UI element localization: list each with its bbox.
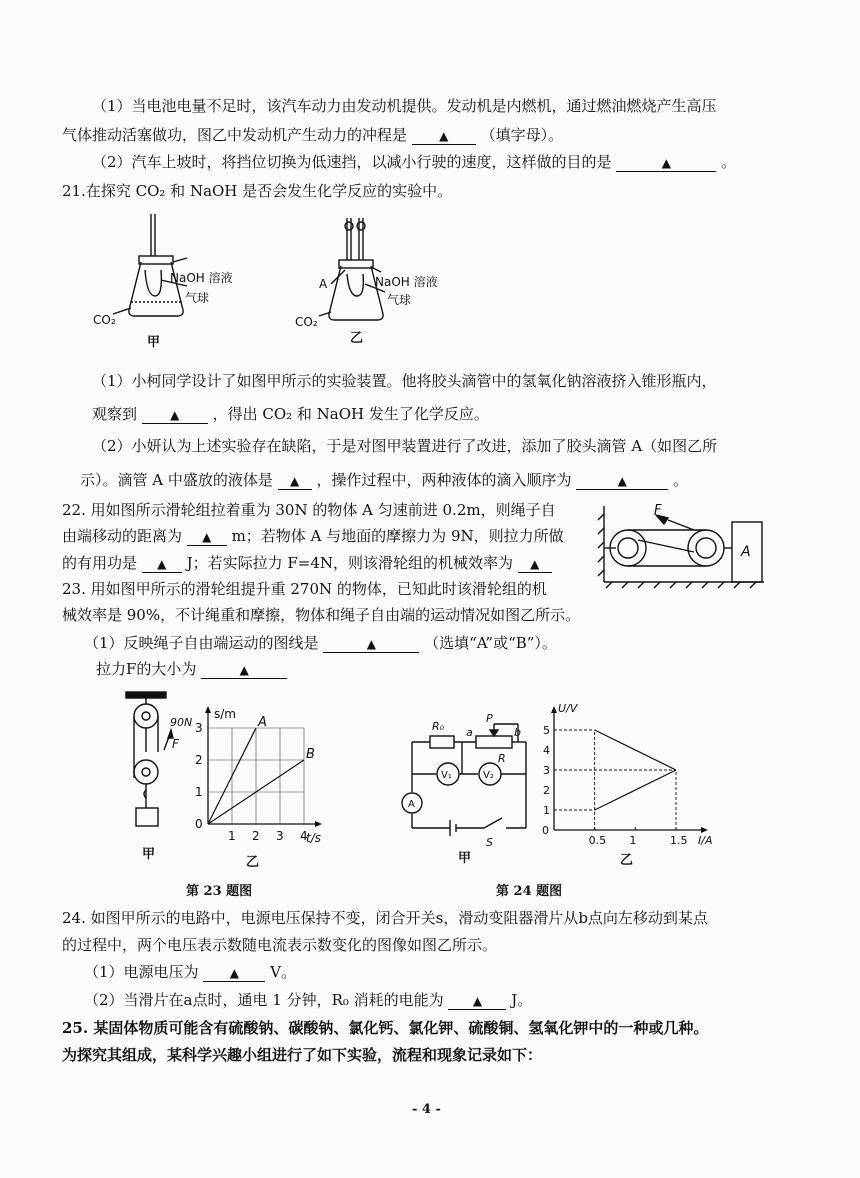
q24-p2-text-a: （2）当滑片在a点时，通电 1 分钟，R₀ 消耗的电能为 <box>84 991 444 1009</box>
circuit-r0-label: R₀ <box>432 720 445 733</box>
q21-p2-text-a: 示）。滴管 A 中盛放的液体是 <box>80 471 273 489</box>
circuit-ammeter-label: A <box>408 799 415 810</box>
q23-p2-text-a: 拉力F的大小为 <box>96 660 197 678</box>
flask-yi-a-label: A <box>319 277 328 291</box>
q20-p1-text-a: 气体推动活塞做功，图乙中发动机产生动力的冲程是 <box>62 126 408 144</box>
flask-yi-co2-label: CO₂ <box>295 315 318 329</box>
q23-figure-caption: 第 23 题图 <box>186 884 253 899</box>
q24-cap-yi: 乙 <box>620 853 634 868</box>
ui-y-tick-label: 5 <box>543 724 550 737</box>
q21-stem: 21.在探究 CO₂ 和 NaOH 是否会发生化学反应的实验中。 <box>62 182 453 200</box>
q21-p1-line2 <box>92 404 489 424</box>
flask-jia <box>113 214 187 316</box>
q22-line3 <box>62 553 552 573</box>
page-number: - 4 - <box>412 1102 441 1117</box>
q22-f-label: F <box>654 503 662 518</box>
ui-y-tick-label: 3 <box>543 764 550 777</box>
circuit-v1-label: V₁ <box>441 770 452 781</box>
q21-p1-text-a: 观察到 <box>92 405 138 423</box>
q23-cap-yi: 乙 <box>246 855 260 870</box>
q21-p1-answer-blank: ▲ <box>142 408 208 424</box>
q23-line1: 23. 用如图甲所示的滑轮组提升重 270N 的物体，已知此时该滑轮组的机 <box>62 580 547 598</box>
flask-yi-caption: 乙 <box>350 331 364 346</box>
st-y-tick-label: 2 <box>195 753 203 767</box>
st-x-arrow <box>315 821 322 827</box>
q23-p1-answer-blank: ▲ <box>323 637 419 653</box>
ui-y-tick-label: 4 <box>543 744 550 757</box>
q22-text-a: 由端移动的距离为 <box>62 527 183 545</box>
q22-pulley-diagram <box>598 500 768 590</box>
circuit-b-label: b <box>514 726 521 739</box>
ui-x-axis-label: I/A <box>698 834 713 847</box>
q21-p2-liquid-blank: ▲ <box>278 474 312 490</box>
q21-p2-line1: （2）小妍认为上述实验存在缺陷，于是对图甲装置进行了改进，添加了胶头滴管 A（如图乙所 <box>92 437 718 455</box>
q23-line2: 械效率是 90%，不计绳重和摩擦，物体和绳子自由端的运动情况如图乙所示。 <box>62 606 581 624</box>
q21-p2-order-blank: ▲ <box>576 474 668 490</box>
st-y-axis-label: s/m <box>214 707 236 721</box>
q22-line1: 22. 用如图所示滑轮组拉着重为 30N 的物体 A 匀速前进 0.2m，则绳子自 <box>62 501 556 519</box>
q21-p2-text-b: ，操作过程中，两种液体的滴入顺序为 <box>316 471 572 489</box>
q21-flask-yi-diagram <box>295 210 438 346</box>
q20-p1-answer-blank: ▲ <box>412 129 476 145</box>
q20-p2-text-b: 。 <box>721 153 737 171</box>
q25-line1: 25. 某固体物质可能含有硫酸钠、碳酸钠、氯化钙、氯化钾、硫酸铜、氢氧化钾中的一种或几种。 <box>62 1019 709 1037</box>
q20-p2-line <box>92 152 736 172</box>
q21-p2-text-c: 。 <box>673 471 689 489</box>
q24-voltage-blank: ▲ <box>203 966 265 982</box>
st-series-label-A: A <box>258 715 267 730</box>
q23-st-chart <box>188 700 348 870</box>
q21-flask-jia-diagram <box>93 210 233 350</box>
circuit-v2-label: V₂ <box>483 770 494 781</box>
q22-pulleys <box>604 515 762 582</box>
q24-p1-text-b: V。 <box>270 963 296 981</box>
q24-energy-blank: ▲ <box>448 994 506 1010</box>
q24-figure-caption: 第 24 题图 <box>496 884 563 899</box>
st-y-arrow <box>205 706 211 713</box>
ui-x-tick-label: 1 <box>629 834 637 847</box>
st-x-tick-label: 2 <box>252 829 260 843</box>
q20-p1-line1: （1）当电池电量不足时，该汽车动力由发动机提供。发动机是内燃机，通过燃油燃烧产生高压 <box>92 97 717 115</box>
flask-jia-balloon-label: 气球 <box>185 291 210 305</box>
q24-p2-text-b: J。 <box>511 991 533 1009</box>
q22-text-c: 的有用功是 <box>62 554 138 572</box>
st-x-tick-label: 4 <box>300 829 308 843</box>
ui-series-line-2 <box>595 770 676 810</box>
q21-p2-line2 <box>80 470 688 490</box>
q22-efficiency-blank: ▲ <box>518 557 552 573</box>
q20-p2-text-a: （2）汽车上坡时，将挡位切换为低速挡，以减小行驶的速度，这样做的目的是 <box>92 153 612 171</box>
ui-origin-label: 0 <box>542 824 549 837</box>
q24-cap-jia: 甲 <box>458 851 472 866</box>
flask-jia-naoh-label: NaOH 溶液 <box>170 271 233 285</box>
ui-x-tick-label: 1.5 <box>670 834 688 847</box>
st-x-tick-label: 1 <box>228 829 236 843</box>
q22-text-d: J；若实际拉力 F=4N，则该滑轮组的机械效率为 <box>186 554 514 572</box>
circuit-a-label: a <box>466 726 473 739</box>
q23-p1-text-a: （1）反映绳子自由端运动的图线是 <box>84 634 319 652</box>
ui-y-tick-label: 2 <box>543 784 550 797</box>
ui-y-arrow <box>551 706 557 713</box>
q23-f-label: F <box>172 737 179 751</box>
q24-ui-chart <box>540 694 720 868</box>
q23-pulley-diagram <box>118 690 198 862</box>
flask-jia-co2-label: CO₂ <box>93 313 116 327</box>
q22-a-label: A <box>741 544 751 560</box>
ui-x-tick-label: 0.5 <box>588 834 607 847</box>
ui-y-tick-label: 1 <box>543 804 550 817</box>
ui-x-arrow <box>701 827 708 833</box>
st-series-label-B: B <box>306 747 315 762</box>
ui-y-axis-label: U/V <box>558 702 578 715</box>
q24-p2-line <box>84 990 532 1010</box>
ui-series-line-1 <box>595 730 676 770</box>
q23-cap-jia: 甲 <box>142 847 156 862</box>
q22-text-b: m；若物体 A 与地面的摩擦力为 9N，则拉力所做 <box>231 527 564 545</box>
st-y-tick-label: 1 <box>195 785 203 799</box>
q23-p2-answer-blank: ▲ <box>201 663 287 679</box>
flask-yi <box>319 218 385 320</box>
flask-yi-balloon-label: 气球 <box>387 293 412 307</box>
q20-p1-line2 <box>62 125 563 145</box>
q25-line2: 为探究其组成，某科学兴趣小组进行了如下实验，流程和现象记录如下： <box>62 1046 543 1064</box>
q24-circuit-diagram <box>398 712 538 866</box>
flask-yi-naoh-label: NaOH 溶液 <box>375 275 438 289</box>
q22-distance-blank: ▲ <box>187 530 227 546</box>
q22-work-blank: ▲ <box>142 557 182 573</box>
q21-p1-text-b: ，得出 CO₂ 和 NaOH 发生了化学反应。 <box>212 405 489 423</box>
st-y-tick-label: 0 <box>195 817 203 831</box>
st-x-tick-label: 3 <box>276 829 284 843</box>
q24-p1-text-a: （1）电源电压为 <box>84 963 199 981</box>
circuit-p-label: P <box>486 712 493 725</box>
q23-p1-line <box>84 633 557 653</box>
st-y-tick-label: 3 <box>195 721 203 735</box>
q24-stem-line1: 24. 如图甲所示的电路中，电源电压保持不变，闭合开关s，滑动变阻器滑片从b点向左移动到某点 <box>62 909 708 927</box>
q22-wall <box>598 506 764 588</box>
q23-handwritten-note: 90N <box>170 716 193 729</box>
q23-p1-text-b: （选填“A”或“B”）。 <box>424 634 557 652</box>
circuit-r-label: R <box>498 752 506 765</box>
q22-line2 <box>62 526 564 546</box>
st-x-axis-label: t/s <box>306 831 321 845</box>
q21-p1-line1: （1）小柯同学设计了如图甲所示的实验装置。他将胶头滴管中的氢氧化钠溶液挤入锥形瓶内， <box>92 372 717 390</box>
q20-p1-text-b: （填字母）。 <box>480 126 564 144</box>
circuit-switch-label: S <box>486 836 493 849</box>
flask-jia-caption: 甲 <box>147 335 161 350</box>
q20-p2-answer-blank: ▲ <box>616 156 716 172</box>
q24-stem-line2: 的过程中，两个电压表示数随电流表示数变化的图像如图乙所示。 <box>62 936 498 954</box>
q24-p1-line <box>84 962 296 982</box>
q23-p2-line <box>96 659 287 679</box>
